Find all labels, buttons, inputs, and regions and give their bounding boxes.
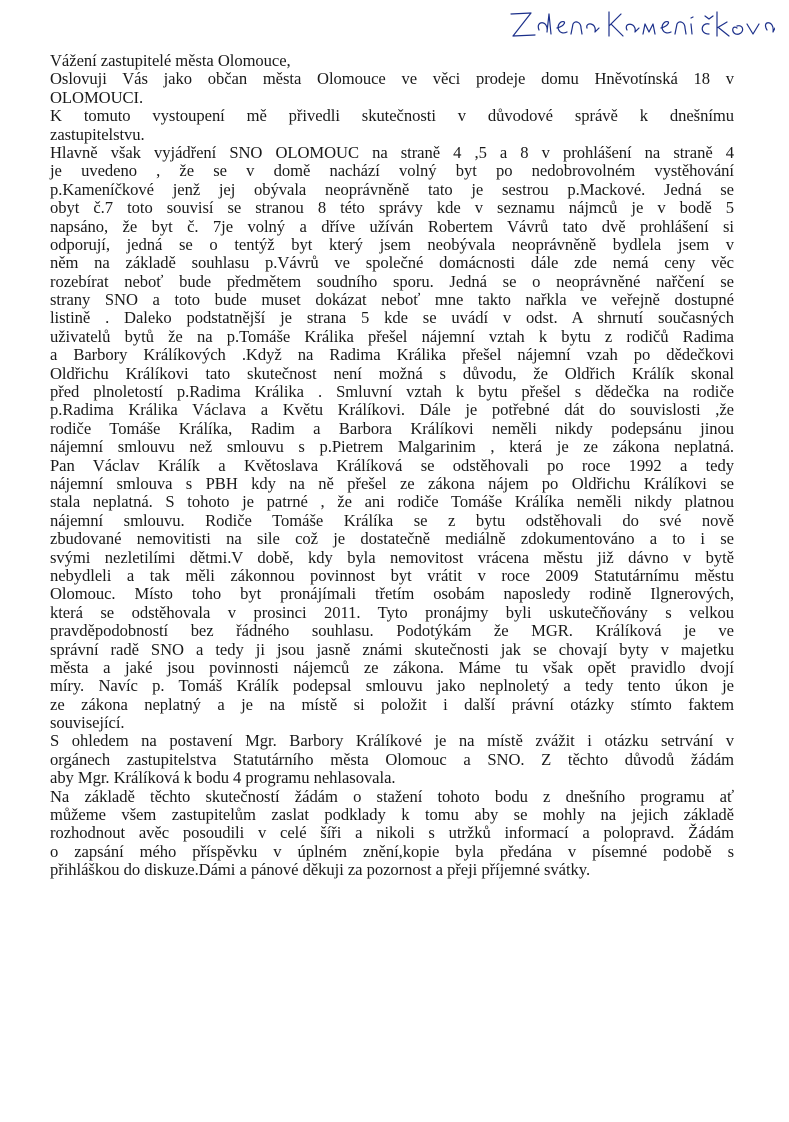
letter-line: Vážení zastupitelé města Olomouce, (50, 51, 291, 70)
letter-line: OLOMOUCI. (50, 87, 144, 107)
letter-line: míry. Navíc p. Tomáš Králík podepsal smlouvu jako neplnoletý a tedy tento úkon je (50, 676, 734, 696)
letter-line: nájemní smlouva s PBH kdy na ně přešel ze zákona nájem po Oldřichu Králíkovi se (50, 473, 734, 493)
letter-line: je uvedeno , že se v domě nachází volný byt po nedobrovolném vystěhování (50, 161, 734, 181)
letter-line: před plnoletostí p.Radima Králika . Smluvní vztah k bytu přešel s dědečka na rodiče (50, 382, 734, 402)
letter-line: nebydleli a tak měli zákonnou povinnost byt vrátit v roce 2009 Statutárnímu městu (50, 565, 734, 585)
letter-line: S ohledem na postavení Mgr. Barbory Králíkové je na místě zvážit i otázku setrvání v (50, 731, 734, 751)
letter-line: související. (50, 713, 125, 733)
letter-line: stala neplatná. S tohoto je patrné , že ani rodiče Tomáše Králíka neměli nikdy platnou (50, 492, 734, 512)
letter-line: rodiče Tomáše Králíka, Radim a Barbora Králíkovi neměli nikdy podepsánu jinou (50, 418, 734, 438)
letter-line: svými nezletilími dětmi.V době, kdy byla nemovitost vrácena městu již dávno v bytě (50, 547, 734, 567)
letter-body (50, 52, 734, 880)
letter-line: aby Mgr. Králíková k bodu 4 programu nehlasovala. (50, 768, 396, 788)
letter-line: Na základě těchto skutečností žádám o stažení tohoto bodu z dnešního programu ať (50, 786, 734, 806)
letter-line: Oslovuji Vás jako občan města Olomouce ve věci prodeje domu Hněvotínská 18 v (50, 69, 734, 89)
letter-line: Hlavně však vyjádření SNO OLOMOUC na straně 4 ,5 a 8 v prohlášení na straně 4 (50, 142, 734, 162)
letter-line: orgánech zastupitelstva Statutárního města Olomouc a SNO. Z těchto důvodů žádám (50, 749, 734, 769)
letter-line: odporují, jedná se o tentýž byt který jsem neobývala neoprávněně bydlela jsem v (50, 234, 734, 254)
letter-line: pravděpodobností bez řádného souhlasu. Podotýkám že MGR. Králíková je ve (50, 621, 734, 641)
letter-line: ze zákona neplatný a je na místě si položit i další právní otázky stímto faktem (50, 694, 734, 714)
letter-line: můžeme všem zastupitelům zaslat podklady k tomu aby se mohly na jejich základě (50, 805, 734, 825)
letter-line: rozebírat neboť bude předmětem soudního sporu. Jedná se o neoprávněné nařčení se (50, 271, 734, 291)
letter-line: Olomouc. Místo toho byt pronájímali třetím osobám naposledy rodině Ilgnerových, (50, 584, 734, 604)
letter-line: a Barbory Králíkových .Když na Radima Králika přešel nájemní vzah po dědečkovi (50, 345, 734, 365)
handwritten-signature (505, 6, 775, 50)
letter-line: obyt č.7 toto souvisí se stranou 8 této správy kde v seznamu nájmců je v bodě 5 (50, 198, 734, 218)
letter-line: rozhodnout avěc posoudili v celé šíři a nikoli s utržků informací a polopravd. Žádám (50, 823, 734, 843)
letter-line: p.Kameníčkové jenž jej obývala neoprávněně tato je sestrou p.Mackové. Jedná se (50, 179, 734, 199)
letter-line: p.Radima Králika Václava a Květu Králíkovi. Dále je potřebné dát do souvislosti ,že (50, 400, 734, 420)
letter-line: listině . Daleko podstatnější je strana 5 kde se uvádí v odst. A shrnutí současných (50, 308, 734, 328)
letter-line: napsáno, že byt č. 7je volný a dříve užíván Robertem Vávrů tato dvě prohlášení si (50, 216, 734, 236)
letter-line: o zapsání mého příspěvku v úplném znění,kopie byla předána v písemné podobě s (50, 841, 734, 861)
letter-line: zbudované nemovitisti na sile což je dostatečně mediálně zdokumentováno a to i se (50, 529, 734, 549)
letter-line: nájemní smlouvu. Rodiče Tomáše Králíka se z bytu odstěhovali do své nově (50, 510, 734, 530)
letter-line: zastupitelstvu. (50, 124, 145, 144)
letter-line: Oldřichu Králíkovi tato skutečnost není možná s důvodu, že Oldřich Králík skonal (50, 363, 734, 383)
letter-line: K tomuto vystoupení mě přivedli skutečnosti v důvodové správě k dnešnímu (50, 106, 734, 126)
letter-line: města a jaké jsou povinnosti nájemců ze zákona. Máme tu však opět pravidlo dvojí (50, 657, 734, 677)
letter-line: která se odstěhovala v prosinci 2011. Tyto pronájmy byli uskutečňovány s velkou (50, 602, 734, 622)
letter-line: Pan Václav Králík a Květoslava Králíková se odstěhovali po roce 1992 a tedy (50, 455, 734, 475)
letter-line: správní radě SNO a tedy ji jsou jasně známi skutečnosti jak se chovají byty v majetku (50, 639, 734, 659)
signature-text (505, 6, 775, 50)
letter-line: uživatelů bytů že na p.Tomáše Králika přešel nájemní vztah k bytu z rodičů Radima (50, 326, 734, 346)
letter-line: přihláškou do diskuze.Dámi a pánové děkuji za pozornost a přeji příjemné svátky. (50, 860, 591, 880)
letter-line: strany SNO a toto bude muset dokázat neboť mne takto nařkla ve veřejně dostupné (50, 290, 734, 310)
letter-line: něm na základě souhlasu p.Vávrů ve společné domácnosti dále zde nemá ceny věc (50, 253, 734, 273)
letter-line: nájemní smlouvu než smlouvu s p.Pietrem Malgarinim , která je ze zákona neplatná. (50, 437, 734, 457)
